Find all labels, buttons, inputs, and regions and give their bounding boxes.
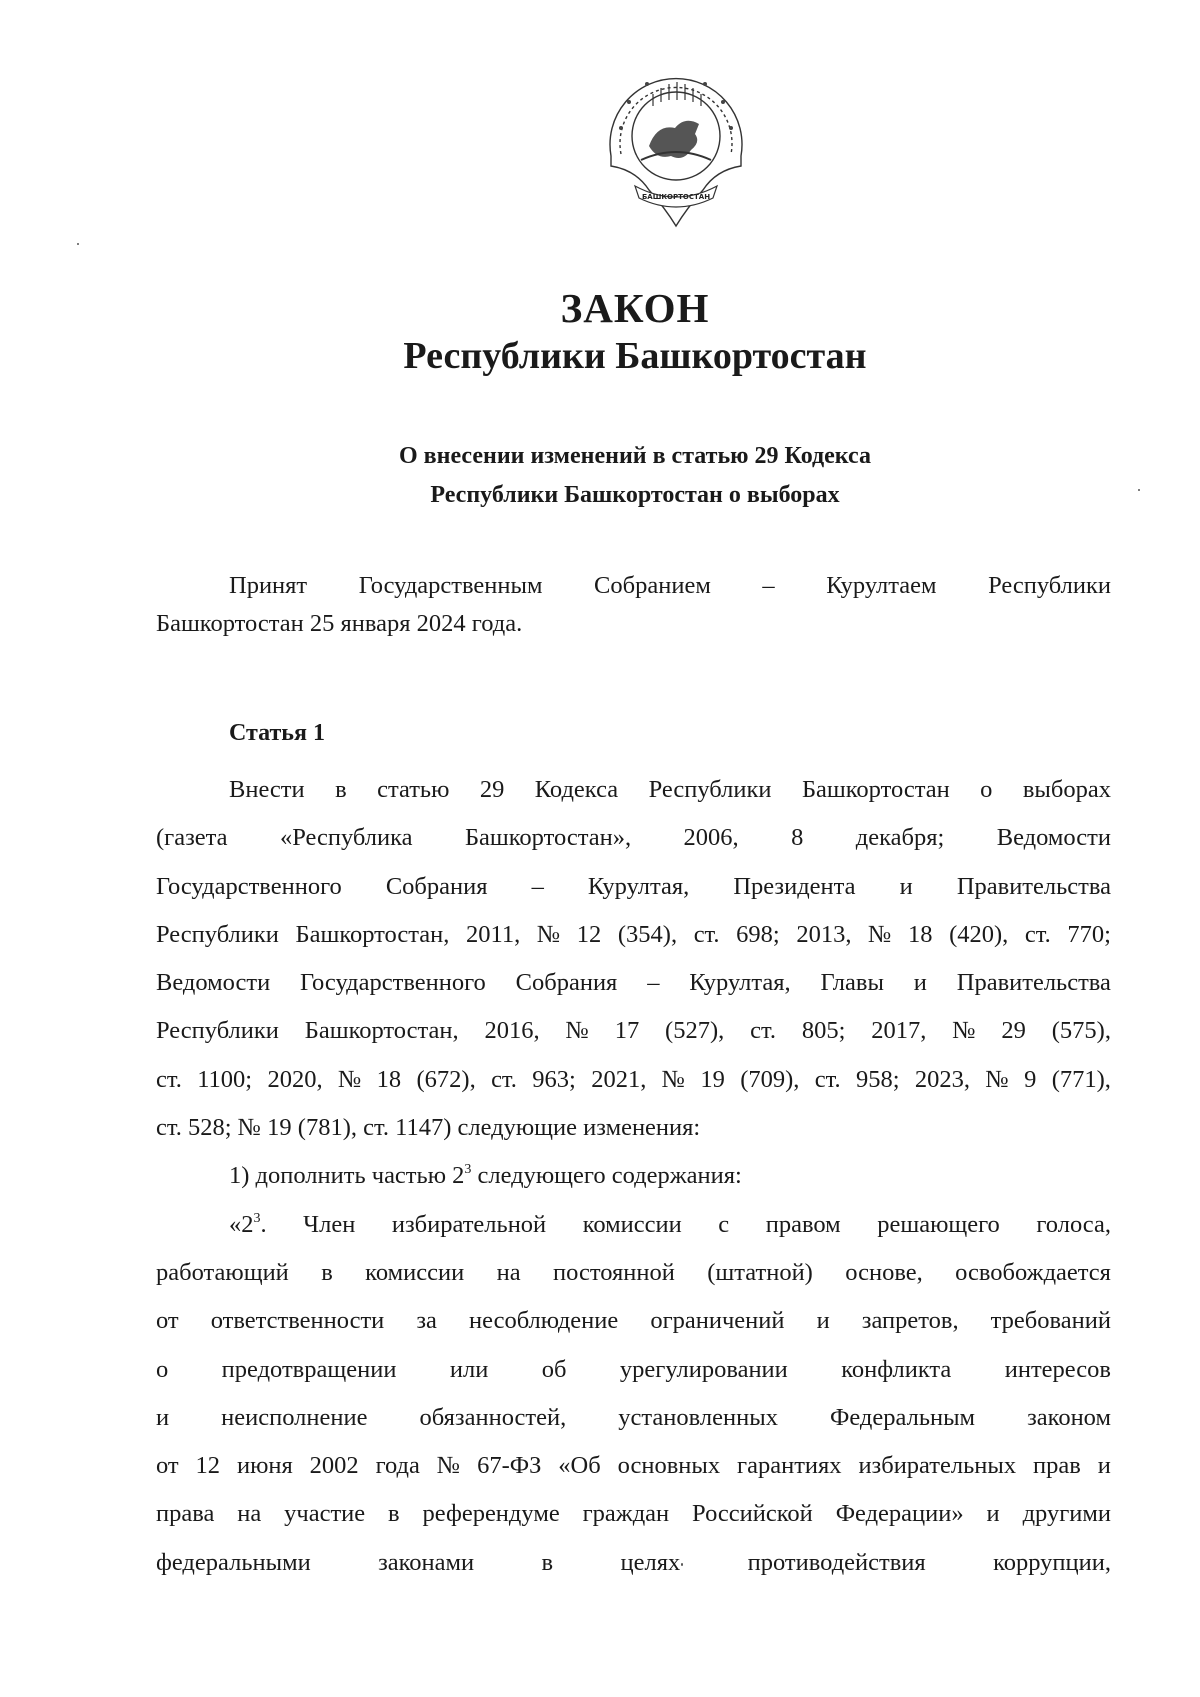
article-word: (527), <box>665 1017 725 1045</box>
article-line <box>156 1394 1111 1442</box>
article-word: о <box>156 1355 169 1383</box>
article-word: о <box>980 776 993 803</box>
article-word: установленных <box>618 1403 778 1431</box>
article-word: 2013, <box>796 920 852 948</box>
article-word: 2017, <box>871 1017 927 1045</box>
article-word: (штатной) <box>707 1258 813 1286</box>
article-word: и <box>816 1307 830 1335</box>
article-line <box>156 1104 1111 1152</box>
article-word: № <box>565 1017 589 1045</box>
article-word: 2006, <box>683 824 739 852</box>
article-word: голоса, <box>1036 1210 1111 1238</box>
law-title: ЗАКОН <box>560 285 710 331</box>
article-word: комиссии <box>582 1210 682 1238</box>
article-line <box>156 1056 1111 1104</box>
article-line-part: следующего содержания: <box>471 1162 742 1190</box>
article-word: и <box>913 969 927 997</box>
article-word: 12 <box>576 920 602 948</box>
article-word: Ведомости <box>156 969 271 997</box>
article-word: (575), <box>1051 1017 1111 1045</box>
article-line-text <box>229 1152 742 1200</box>
article-word: Ведомости <box>996 824 1111 852</box>
article-word: 18 <box>908 920 933 948</box>
article-word: участие <box>284 1500 366 1528</box>
article-word: № <box>337 1065 362 1093</box>
article-word: (771), <box>1051 1065 1111 1093</box>
article-word: или <box>449 1355 489 1383</box>
article-word: (420), <box>949 920 1009 948</box>
article-word: № <box>985 1065 1009 1093</box>
article-word: ст. <box>1024 920 1051 948</box>
article-word: июня <box>236 1452 293 1480</box>
article-word: прав <box>1033 1452 1081 1480</box>
article-word: – <box>647 969 660 997</box>
article-word: 67-ФЗ <box>477 1452 542 1480</box>
article-line-text: ст. 528; № 19 (781), ст. 1147) следующие изменения: <box>156 1114 701 1142</box>
article-word: (672), <box>416 1065 476 1093</box>
adoption-word: Государственным <box>358 572 543 599</box>
article-line <box>156 911 1111 959</box>
article-word: 805; <box>801 1017 846 1045</box>
article-word: конфликта <box>841 1355 952 1383</box>
article-word: от <box>156 1452 179 1480</box>
scan-speck <box>77 243 79 245</box>
article-word: Российской <box>692 1500 813 1528</box>
article-word: в <box>541 1548 554 1576</box>
article-word: «Об <box>558 1452 601 1480</box>
article-word: избирательной <box>391 1210 547 1238</box>
article-word: Государственного <box>156 872 342 900</box>
article-word: интересов <box>1004 1355 1111 1383</box>
subject-line-1: О внесении изменений в статью 29 Кодекса <box>399 443 871 469</box>
article-word: (354), <box>617 920 678 948</box>
article-word: урегулировании <box>619 1355 788 1383</box>
article-word: решающего <box>877 1210 1000 1238</box>
article-word: ст. <box>491 1065 517 1093</box>
article-word: Член <box>303 1210 356 1238</box>
article-word: 1100; <box>197 1065 253 1093</box>
article-word: граждан <box>582 1500 670 1528</box>
article-word: основе, <box>845 1258 923 1286</box>
bashkortostan-coat-of-arms-icon <box>591 58 761 228</box>
article-word: 19 <box>700 1065 725 1093</box>
article-word: избирательных <box>858 1452 1017 1480</box>
article-word: от <box>156 1307 179 1335</box>
article-word: права <box>156 1500 215 1528</box>
article-word: в <box>321 1258 333 1286</box>
article-word: 2023, <box>914 1065 971 1093</box>
article-word: законом <box>1027 1403 1111 1431</box>
article-word: об <box>541 1355 567 1383</box>
article-word: года <box>375 1452 420 1480</box>
article-word: 17 <box>614 1017 640 1045</box>
article-word: Государственного <box>300 969 486 997</box>
article-word: 29 <box>479 776 505 803</box>
article-word: комиссии <box>365 1258 465 1286</box>
article-word: Башкортостан», <box>464 824 632 852</box>
adoption-word: Республики <box>988 572 1111 599</box>
article-line <box>156 1539 1111 1587</box>
adoption-word: Курултаем <box>826 572 937 599</box>
article-word: основных <box>617 1452 721 1480</box>
superscript: 3 <box>464 1162 472 1178</box>
article-word: Правительства <box>956 872 1111 900</box>
article-word: Внести <box>229 776 305 803</box>
article-word: 2020, <box>267 1065 323 1093</box>
scan-speck <box>681 1563 683 1566</box>
article-word: Главы <box>820 969 884 997</box>
article-word: 770; <box>1067 920 1111 948</box>
article-word: и <box>899 872 913 900</box>
article-word: Башкортостан, <box>304 1017 459 1045</box>
article-word: 8 <box>791 824 804 852</box>
article-word: и <box>986 1500 1000 1528</box>
article-word: Курултая, <box>587 872 690 900</box>
article-word: 698; <box>736 920 780 948</box>
article-word: № <box>436 1452 461 1480</box>
article-word: федеральными <box>156 1548 311 1576</box>
article-word: № <box>952 1017 976 1045</box>
article-word: Федерации» <box>835 1500 964 1528</box>
article-word: и <box>1097 1452 1111 1480</box>
article-word: требований <box>990 1307 1111 1335</box>
article-line <box>156 959 1111 1007</box>
article-word: на <box>237 1500 262 1528</box>
article-word: другими <box>1022 1500 1111 1528</box>
law-subtitle: Республики Башкортостан <box>403 335 867 377</box>
adoption-word: Собранием <box>594 572 711 599</box>
article-line <box>156 1007 1111 1055</box>
article-word: ст. <box>750 1017 776 1045</box>
article-word: № <box>868 920 892 948</box>
article-word: ст. <box>814 1065 841 1093</box>
article-word: Собрания <box>385 872 488 900</box>
article-line <box>156 814 1111 862</box>
article-word: и <box>156 1403 170 1431</box>
article-word: 18 <box>376 1065 402 1093</box>
article-word: 963; <box>532 1065 576 1093</box>
article-word: работающий <box>156 1258 289 1286</box>
article-line <box>156 1201 1111 1249</box>
article-word: ст. <box>693 920 720 948</box>
article-word: за <box>416 1307 437 1335</box>
article-word: в <box>388 1500 400 1528</box>
adoption-word: – <box>762 572 775 599</box>
article-word: статью <box>377 776 450 803</box>
adoption-statement <box>156 567 1111 643</box>
article-line <box>156 1152 1111 1200</box>
article-word: Республики <box>156 1017 279 1045</box>
article-word: (709), <box>740 1065 800 1093</box>
article-word: 12 <box>195 1452 221 1480</box>
article-word: Башкортостан, <box>295 920 450 948</box>
article-word: обязанностей, <box>419 1403 567 1431</box>
article-heading: Статья 1 <box>229 720 325 746</box>
article-line <box>156 1249 1111 1297</box>
article-word: коррупции, <box>993 1548 1111 1576</box>
superscript: 3 <box>253 1210 261 1226</box>
article-word: несоблюдение <box>468 1307 619 1335</box>
adoption-word: Принят <box>229 572 308 599</box>
article-word: 2016, <box>484 1017 540 1045</box>
article-word: № <box>536 920 561 948</box>
article-line <box>156 1442 1111 1490</box>
article-word: предотвращении <box>221 1355 397 1383</box>
article-word: декабря; <box>855 824 945 852</box>
article-word: Федеральным <box>830 1403 976 1431</box>
article-line <box>156 1297 1111 1345</box>
article-word: на <box>496 1258 521 1286</box>
article-word: Республики <box>648 776 772 803</box>
article-word-part: . <box>260 1210 267 1238</box>
article-word: Президента <box>733 872 856 900</box>
article-word: – <box>531 872 544 900</box>
article-line <box>156 1346 1111 1394</box>
article-word: с <box>718 1210 730 1238</box>
article-word: 9 <box>1024 1065 1037 1093</box>
article-word: в <box>335 776 347 803</box>
article-word: гарантиях <box>737 1452 842 1480</box>
article-word: ограничений <box>650 1307 785 1335</box>
emblem-ribbon-text: БАШКОРТОСТАН <box>641 193 711 201</box>
article-word: № <box>661 1065 686 1093</box>
scan-speck <box>1138 489 1140 491</box>
article-word: постоянной <box>552 1258 675 1286</box>
article-word: выборах <box>1022 776 1111 803</box>
law-subject <box>0 437 1200 515</box>
article-word: запретов, <box>861 1307 959 1335</box>
article-word: Республики <box>156 920 279 948</box>
article-word: 2011, <box>466 920 521 948</box>
adoption-line-2: Башкортостан 25 января 2024 года. <box>156 610 523 637</box>
article-word <box>229 1201 267 1249</box>
subject-line-2: Республики Башкортостан о выборах <box>430 482 840 508</box>
article-body <box>156 766 1111 1587</box>
article-word: 958; <box>856 1065 900 1093</box>
article-line <box>156 863 1111 911</box>
article-word: «Республика <box>279 824 413 852</box>
article-word: Кодекса <box>534 776 619 803</box>
article-word: Собрания <box>515 969 618 997</box>
article-word-part: «2 <box>229 1210 254 1238</box>
article-word: Курултая, <box>689 969 791 997</box>
article-line <box>156 766 1111 814</box>
article-word: целях <box>620 1548 681 1576</box>
article-word: 2002 <box>309 1452 359 1480</box>
article-word: Правительства <box>956 969 1111 997</box>
article-word: 29 <box>1001 1017 1026 1045</box>
article-word: (газета <box>156 824 228 852</box>
article-line <box>156 1490 1111 1538</box>
adoption-line-1 <box>156 567 1111 605</box>
article-word: правом <box>765 1210 841 1238</box>
article-word: законами <box>378 1548 475 1576</box>
article-word: неисполнение <box>221 1403 368 1431</box>
article-word: Башкортостан <box>801 776 950 803</box>
article-line-part: 1) дополнить частью 2 <box>229 1162 465 1190</box>
article-word: освобождается <box>955 1258 1111 1286</box>
article-word: противодействия <box>747 1548 926 1576</box>
article-word: ст. <box>156 1065 182 1093</box>
article-word: ответственности <box>210 1307 385 1335</box>
article-word: референдуме <box>422 1500 560 1528</box>
article-word: 2021, <box>591 1065 647 1093</box>
